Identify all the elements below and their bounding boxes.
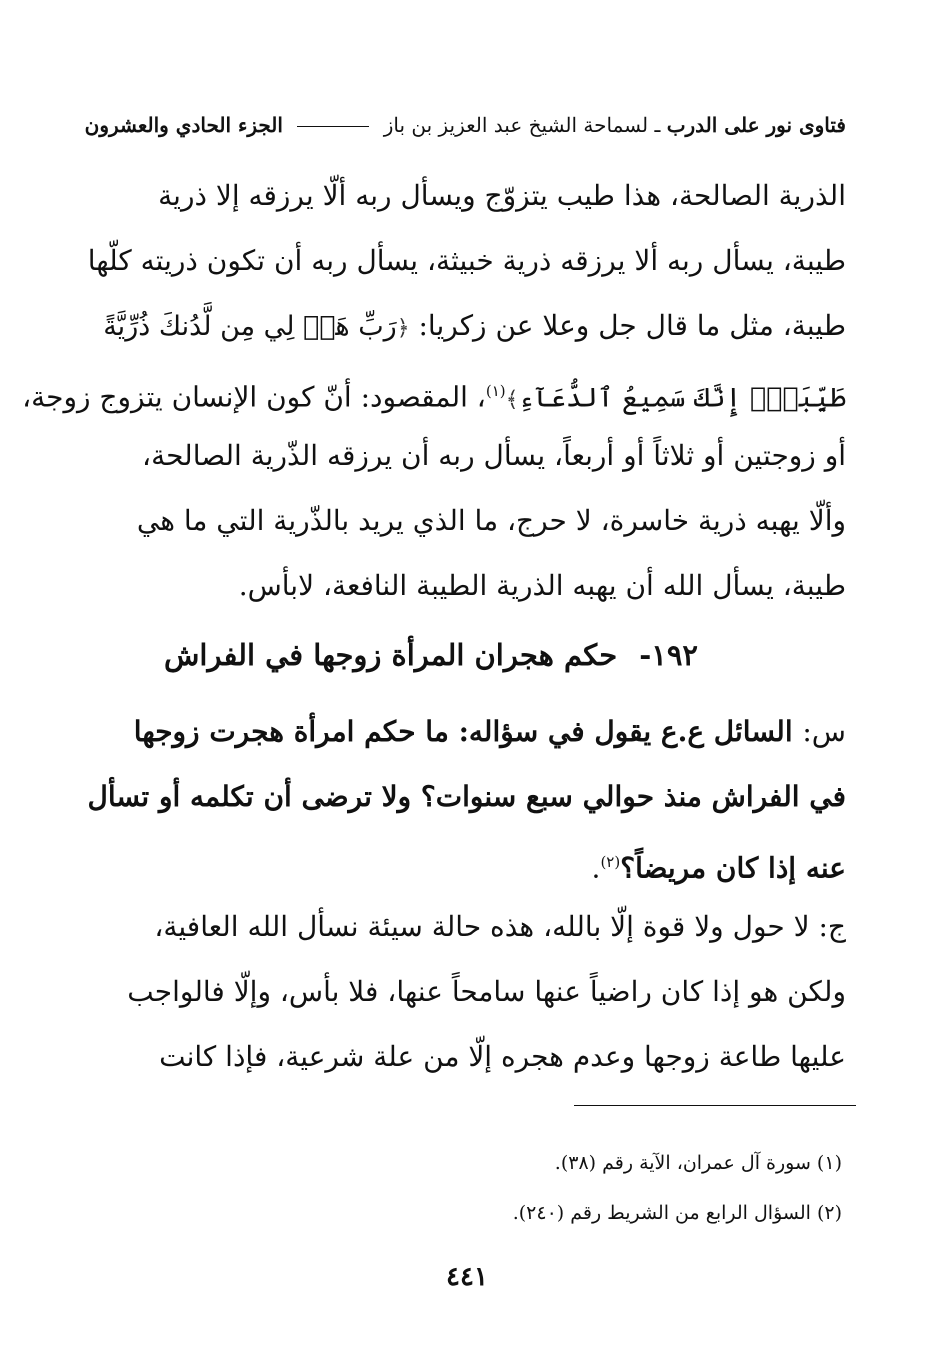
footnote-ref-2: (٢) [600,853,621,871]
footnote-ref-1: (١) [485,382,506,400]
body-line: طيبة، يسأل الله أن يهبه الذرية الطيبة النافعة، لابأس. [238,569,846,602]
quran-verse-part2: طَيِّبَةًۖ إِنَّكَ سَمِيعُ ٱلدُّعَآءِ [518,382,846,414]
question-line-2: في الفراش منذ حوالي سبع سنوات؟ ولا ترضى أن تكلمه أو تسأل [87,780,846,813]
footnote-separator [574,1105,856,1106]
quran-prefix: طيبة، مثل ما قال جل وعلا عن زكريا: [418,309,846,342]
question-text-end: عنه إذا كان مريضاً؟ [620,851,846,885]
quran-open-ornament: ﴿ [396,316,410,341]
question-line-3 [90,842,846,888]
question-prefix: س: [802,715,846,748]
question-text: السائل ع.ع يقول في سؤاله: ما حكم امرأة هجرت زوجها [133,715,793,748]
question-line-1 [90,712,846,752]
author-name: لسماحة الشيخ عبد العزيز بن باز [383,113,649,137]
quran-verse-part1: رَبِّ هَبۡ لِي مِن لَّدُنكَ ذُرِّيَّةً [103,311,397,342]
body-line: طيبة، يسأل ربه ألا يرزقه ذرية خبيثة، يسأل ربه أن تكون ذريته كلّها [87,244,846,277]
body-line: الذرية الصالحة، هذا طيب يتزوّج ويسأل ربه ألّا يرزقه إلا ذرية [158,179,846,212]
quran-suffix: ، المقصود: أنّ كون الإنسان يتزوج زوجة، [22,380,486,414]
quran-line-2 [22,371,846,420]
question-period: . [591,851,601,885]
answer-line: عليها طاعة زوجها وعدم هجره إلّا من علة شرعية، فإذا كانت [159,1040,846,1073]
answer-line: ولكن هو إذا كان راضياً عنها سامحاً عنها، فلا بأس، وإلّا فالواجب [127,975,846,1008]
quran-line-1 [90,306,846,349]
footnote-2: (٢) السؤال الرابع من الشريط رقم (٢٤٠). [512,1202,842,1224]
header-separator: ـ [654,113,661,137]
part-title: الجزء الحادي والعشرون [84,113,283,137]
page-number: ٤٤١ [446,1262,488,1292]
quran-close-ornament: ﴾ [505,387,519,413]
section-number: ١٩٢- [639,638,698,672]
running-header [84,110,846,140]
section-title: حكم هجران المرأة زوجها في الفراش [164,638,618,672]
section-heading [164,635,698,675]
footnote-1: (١) سورة آل عمران، الآية رقم (٣٨). [554,1152,842,1174]
header-rule [297,126,369,127]
body-line: وألّا يهبه ذرية خاسرة، لا حرج، ما الذي يريد بالذّرية التي ما هي [136,504,846,537]
answer-line: ج: لا حول ولا قوة إلّا بالله، هذه حالة سيئة نسأل الله العافية، [154,910,846,943]
body-line: أو زوجتين أو ثلاثاً أو أربعاً، يسأل ربه أن يرزقه الذّرية الصالحة، [142,439,846,472]
book-title: فتاوى نور على الدرب [666,113,846,137]
